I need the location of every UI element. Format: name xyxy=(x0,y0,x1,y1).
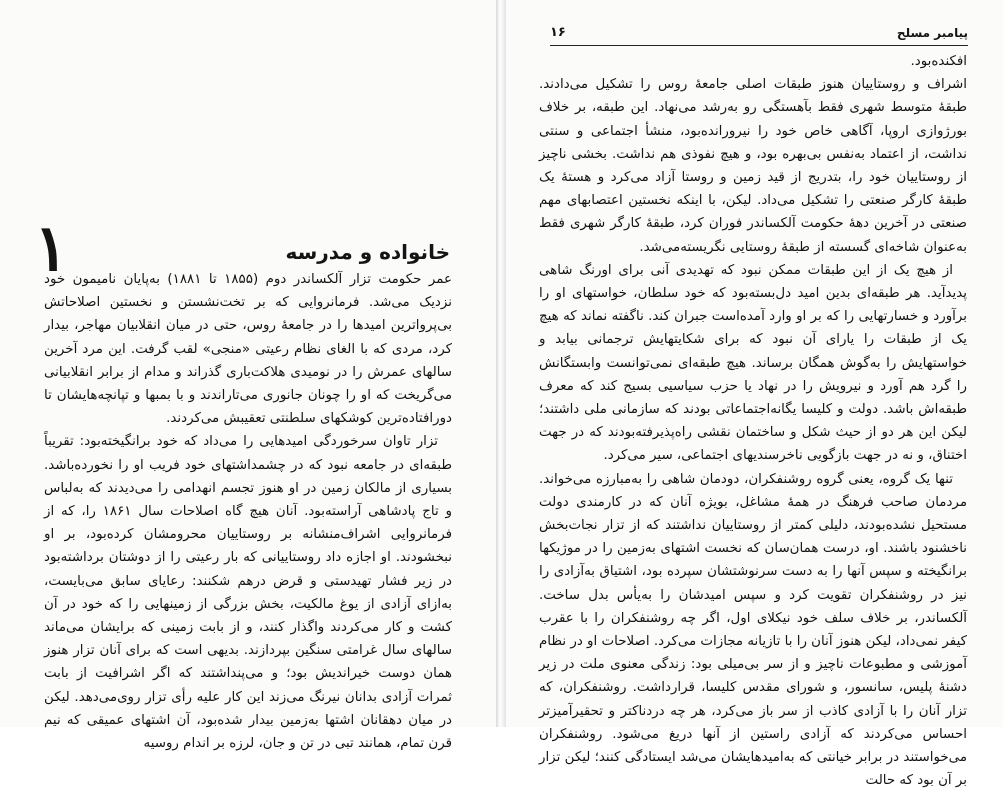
paragraph: عمر حکومت تزار آلکساندر دوم (۱۸۵۵ تا ۱۸۸۱) به‌پایان ناميمون خود نزدیک می‌شد. فرمانروایی که بر تخت‌نشستن و نخستین اصلاحاتش بی‌پرواترین امیدها را در جامعهٔ روس، حتی در میان انقلابیان مهاجر، بیدار کرد، مردی که با الغای نظام رعیتی «منجی» لقب گرفت. این مرد آخرین سالهای عمرش را در نومیدی هلاکت‌باری گذراند و مدام از برابر انقلابیانی می‌گریخت که او را چونان جانوری می‌تاراندند و با بمبها و تپانچه‌هایشان تا دورافتاده‌ترین کوشکهای سلطنتی تعقیبش می‌کردند. xyxy=(44,272,452,427)
running-title: پیامبر مسلح xyxy=(896,26,968,40)
left-page-body xyxy=(44,268,452,755)
right-page-body xyxy=(539,50,967,793)
chapter-number: ۱ xyxy=(34,211,69,286)
left-page xyxy=(0,0,496,752)
paragraph: اشراف و روستاییان هنوز طبقات اصلی جامعهٔ روس را تشکیل می‌دادند. طبقهٔ متوسط شهری فقط بآهستگی رو به‌رشد می‌نهاد. این طبقه، بر خلاف بورژوازی اروپا، آگاهی خاص خود را نیرورانده‌بود، منشأ اجتماعی و سنتی نداشت، از اعتماد به‌نفس بی‌بهره بود، و هیچ نفوذی هم نداشت. بخشی ناچیز از روستاییان خود را، بتدریج از قید زمین و روستا آزاد می‌کرد و هستهٔ یک طبقهٔ کارگر صنعتی را تشکیل می‌داد. لیکن، با اینکه نخستین اعتصابهای مهم صنعتی در آخرین دههٔ حکومت آلکساندر فوران کرد، طبقهٔ کارگر شهری فقط به‌عنوان شاخه‌ای گسسته از طبقهٔ روستایی نگریسته‌می‌شد. xyxy=(539,77,967,255)
paragraph: تزار تاوان سرخوردگی امیدهایی را می‌داد که خود برانگیخته‌بود: تقریباً طبقه‌ای در جامعه نبود که در چشمداشتهای خود فریب او را نخورده‌باشد. بسیاری از مالکان زمین در او هنوز تجسم انهدامی را می‌دیدند که به‌لباس و تاج پادشاهی آراسته‌بود. آنان هیچ گاه اصلاحات سال ۱۸۶۱ را، که از فرمانروایی اشراف‌منشانه بر روستاییان محرومشان کرده‌بود، بر او نبخشودند. او اجازه داد روستاییانی که بار رعیتی را از دوشتان برداشته‌بود در زیر فشار تهیدستی و قرض درهم شکنند: رعایای سابق می‌بایست، به‌ازای آزادی از یوغ مالکیت، بخش بزرگی از زمینهایی را که خود در آن کشت و کار می‌کردند واگذار کنند، و از بابت زمینی که برایشان می‌ماند سالهای سال غرامتی سنگین بپردازند. بدیهی است که برای آنان تزار هنوز همان دوست خیراندیش بود؛ و می‌پنداشتند که اگر اشرافیت از بابت ثمرات آزادی بدانان نیرنگ می‌زند این کار علیه رأی تزار روی‌می‌دهد. لیکن در میان دهقانان اشتها به‌زمین بیدار شده‌بود، آن اشتهای عمیقی که نیم قرن تمام، همانند تبی در تن و جان، لرزه بر اندام روسیه xyxy=(44,434,452,752)
paragraph: تنها یک گروه، یعنی گروه روشنفکران، دودمان شاهی را به‌مبارزه می‌خواند. مردمان صاحب فرهنگ در همهٔ مشاغل، بویژه آنان که در کارمندی دولت مستحیل نشده‌بودند، دلیلی کمتر از روستاییان نداشتند که از تزار نجات‌بخش ناخشنود باشند. او، درست همان‌سان که نخست اشتهای به‌زمین را در موژیکها برانگیخته و سپس آنها را به دست سرنوشتشان سپرده بود، اشتیاق به‌آزادی را نیز در روشنفکران تقویت کرد و سپس امیدشان را به‌یأس بدل ساخت. آلکساندر، بر خلاف سلف خود نیکلای اول، اگر چه روشنفکران را با عقرب کیفر نمی‌داد، لیکن هنوز آنان را با تازیانه مجازات می‌کرد. اصلاحات او در نظام آموزشی و مطبوعات ناچیز و از سر بی‌میلی بود: زندگی معنوی ملت در زیر دشنهٔ پلیس، سانسور، و شورای مقدس کلیسا، قرارداشت. روشنفکران، که تزار آنان را با آزادی کاذب از سر باز می‌کرد، هر چه دردناکتر و تحقیرآمیزتر احساس می‌کردند که آزادی راستین از آنها دریغ می‌شود. روشنفکران می‌خواستند در برابر خیانتی که به‌امیدهایشان می‌شد ایستادگی کنند؛ لیکن تزار بر آن بود که حالت xyxy=(539,471,967,789)
right-page xyxy=(506,0,1003,789)
running-header xyxy=(550,25,968,46)
paragraph: افکنده‌بود. xyxy=(910,54,967,69)
page-number: ۱۶ xyxy=(550,25,566,40)
book-gutter xyxy=(496,0,506,727)
chapter-title: خانواده و مدرسه xyxy=(285,240,450,264)
paragraph: از هیچ یک از این طبقات ممکن نبود که تهدیدی آنی برای اورنگ شاهی پدیدآید. هر طبقه‌ای بدین امید دل‌بسته‌بود که خود سلطان، خواستهای او را برآورد و خسارتهایی را که بر او وارد آمده‌است جبران کند. ناگفته نماند که هیچ یک از طبقات را یارای آن نبود که برای شکایتهایش ترجمانی بیابد و خواستهایش را به‌گوش همگان برساند. هیچ طبقه‌ای نمی‌توانست وابستگانش را گرد هم آورد و نیرویش را در نهاد یا حزب سیاسیی بسیج کند که معرف طبقه‌اش باشد. دولت و کلیسا یگانه‌اجتماعاتی بودند که سازمانی ملی داشتند؛ لیکن این هر دو از حیث شکل و ساختمان نقشی راه‌پذیرفته‌بودند که در جهت اختناق، و نه در جهت بازگویی ناخرسندیهای اجتماعی، سیر می‌کرد. xyxy=(539,262,967,464)
